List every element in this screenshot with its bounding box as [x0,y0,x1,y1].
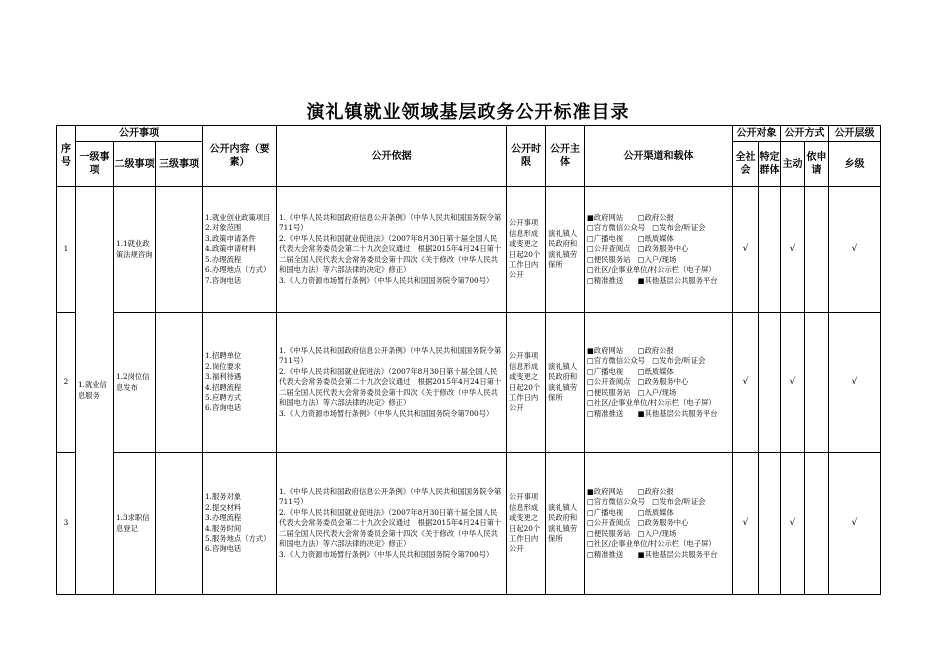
level3-cell [156,187,203,313]
cell-line: 5.服务地点（方式） [205,533,271,543]
level-town-check: √ [829,453,881,595]
seq-cell: 1 [57,187,76,313]
cell-line: 1.服务对象 [205,492,242,502]
header-mode-active: 主动 [781,142,805,187]
cell-line: 4.政策申请材料 [205,244,256,254]
cell-line: 3.《人力资源市场暂行条例》（中华人民共和国国务院令第700号） [279,549,494,559]
cell-line: ■政府网站 □政府公报 [587,487,674,497]
level3-cell [156,313,203,453]
cell-line: □公开查阅点 □政务服务中心 [587,377,689,387]
subject-cell: 演礼镇人民政府和演礼镇劳保所 [546,313,585,453]
table-row [57,187,881,313]
time-cell: 公开事项信息形成或变更之日起20个工作日内公开 [507,453,546,595]
table-row [57,453,881,595]
cell-line: 2.《中华人民共和国就业促进法》（2007年8月30日第十届全国人民代表大会常务委员会第二十九次会议通过 根据2015年4月24日第十二届全国人民代表大会常务委员会第十四次《关于修改（中华人民共和国电力法）等六部法律的决定》修正） [279,366,502,408]
header-matter: 公开事项 [76,126,203,142]
header-basis: 公开依据 [277,126,507,187]
cell-line: 3.福利待遇 [205,372,242,382]
mode-apply-check [805,187,829,313]
cell-line: □社区/企事业单位/村公示栏（电子屏） [587,539,716,549]
cell-line: 6.办理地点（方式） [205,265,271,275]
cell-line: □精准推送 ■其他基层公共服务平台 [587,549,718,559]
header-level3: 三级事项 [156,142,203,187]
cell-line: 3.政策申请条件 [205,233,256,243]
target-all-check: √ [733,187,759,313]
content-cell [203,187,277,313]
subject-cell: 演礼镇人民政府和演礼镇劳保所 [546,453,585,595]
mode-active-check: √ [781,453,805,595]
target-specific-check [759,313,781,453]
header-target: 公开对象 [733,126,781,142]
disclosure-catalog-table [56,125,881,595]
header-level-town: 乡级 [829,142,881,187]
level2-cell: 1.1就业政策法规咨询 [114,187,156,313]
level-town-check: √ [829,187,881,313]
subject-cell: 演礼镇人民政府和演礼镇劳保所 [546,187,585,313]
basis-cell [277,453,507,595]
cell-line: 1.《中华人民共和国政府信息公开条例》（中华人民共和国国务院令第711号） [279,346,502,366]
cell-line: 1.《中华人民共和国政府信息公开条例》（中华人民共和国国务院令第711号） [279,213,502,233]
cell-line: □广播电视 □纸质媒体 [587,233,674,243]
header-target-all: 全社会 [733,142,759,187]
mode-active-check: √ [781,187,805,313]
table-row [57,313,881,453]
cell-line: 2.对象范围 [205,223,242,233]
cell-line: 2.《中华人民共和国就业促进法》（2007年8月30日第十届全国人民代表大会常务委员会第二十九次会议通过 根据2015年4月24日第十二届全国人民代表大会常务委员会第十四次《关于修改（中华人民共和国电力法）等六部法律的决定》修正） [279,507,502,549]
channel-cell [585,313,733,453]
cell-line: ■政府网站 □政府公报 [587,213,674,223]
level-town-check: √ [829,313,881,453]
cell-line: □公开查阅点 □政务服务中心 [587,518,689,528]
cell-line: □广播电视 □纸质媒体 [587,366,674,376]
cell-line: □社区/企事业单位/村公示栏（电子屏） [587,265,716,275]
cell-line: □官方微信公众号 □发布会/听证会 [587,356,706,366]
level2-cell: 1.2岗位信息发布 [114,313,156,453]
cell-line: 2.《中华人民共和国就业促进法》（2007年8月30日第十届全国人民代表大会常务委员会第二十九次会议通过 根据2015年4月24日第十二届全国人民代表大会常务委员会第十四次《关于修改（中华人民共和国电力法）等六部法律的决定》修正） [279,233,502,275]
mode-active-check: √ [781,313,805,453]
mode-apply-check [805,313,829,453]
cell-line: □便民服务站 □入户/现场 [587,387,677,397]
header-mode-apply: 依申请 [805,142,829,187]
page-title: 演礼镇就业领域基层政务公开标准目录 [306,102,630,123]
channel-cell [585,187,733,313]
target-specific-check [759,187,781,313]
seq-cell: 2 [57,313,76,453]
header-mode: 公开方式 [781,126,829,142]
cell-line: 5.办理流程 [205,254,242,264]
cell-line: 1.《中华人民共和国政府信息公开条例》（中华人民共和国国务院令第711号） [279,487,502,507]
cell-line: 5.应聘方式 [205,392,242,402]
time-cell: 公开事项信息形成或变更之日起20个工作日内公开 [507,313,546,453]
level2-cell: 1.3求职信息登记 [114,453,156,595]
header-time: 公开时限 [507,126,546,187]
cell-line: 2.岗位要求 [205,361,242,371]
target-all-check: √ [733,453,759,595]
target-all-check: √ [733,313,759,453]
header-target-specific: 特定群体 [759,142,781,187]
cell-line: □精准推送 ■其他基层公共服务平台 [587,408,718,418]
cell-line: 4.服务时间 [205,523,242,533]
cell-line: 1.就业创业政策项目 [205,213,271,223]
level1-cell: 1.就业信息服务 [76,187,114,595]
cell-line: ■政府网站 □政府公报 [587,346,674,356]
cell-line: □便民服务站 □入户/现场 [587,254,677,264]
basis-cell [277,187,507,313]
cell-line: □社区/企事业单位/村公示栏（电子屏） [587,398,716,408]
cell-line: 3.《人力资源市场暂行条例》（中华人民共和国国务院令第700号） [279,408,494,418]
seq-cell: 3 [57,453,76,595]
cell-line: 3.《人力资源市场暂行条例》（中华人民共和国国务院令第700号） [279,275,494,285]
mode-apply-check [805,453,829,595]
cell-line: 4.招聘流程 [205,382,242,392]
cell-line: □便民服务站 □入户/现场 [587,528,677,538]
cell-line: □广播电视 □纸质媒体 [587,507,674,517]
cell-line: 7.咨询电话 [205,275,242,285]
header-level2: 二级事项 [114,142,156,187]
cell-line: 3.办理流程 [205,513,242,523]
header-channel: 公开渠道和载体 [585,126,733,187]
header-content: 公开内容（要素） [203,126,277,187]
target-specific-check [759,453,781,595]
header-level1: 一级事项 [76,142,114,187]
content-cell [203,453,277,595]
cell-line: 6.咨询电话 [205,403,242,413]
cell-line: 6.咨询电话 [205,544,242,554]
cell-line: 2.提交材料 [205,502,242,512]
cell-line: □精准推送 ■其他基层公共服务平台 [587,275,718,285]
cell-line: □官方微信公众号 □发布会/听证会 [587,223,706,233]
header-level: 公开层级 [829,126,881,142]
cell-line: □官方微信公众号 □发布会/听证会 [587,497,706,507]
level3-cell [156,453,203,595]
basis-cell [277,313,507,453]
channel-cell [585,453,733,595]
header-subject: 公开主体 [546,126,585,187]
time-cell: 公开事项信息形成或变更之日起20个工作日内公开 [507,187,546,313]
cell-line: 1.招聘单位 [205,351,242,361]
content-cell [203,313,277,453]
cell-line: □公开查阅点 □政务服务中心 [587,244,689,254]
header-seq: 序号 [57,126,76,187]
